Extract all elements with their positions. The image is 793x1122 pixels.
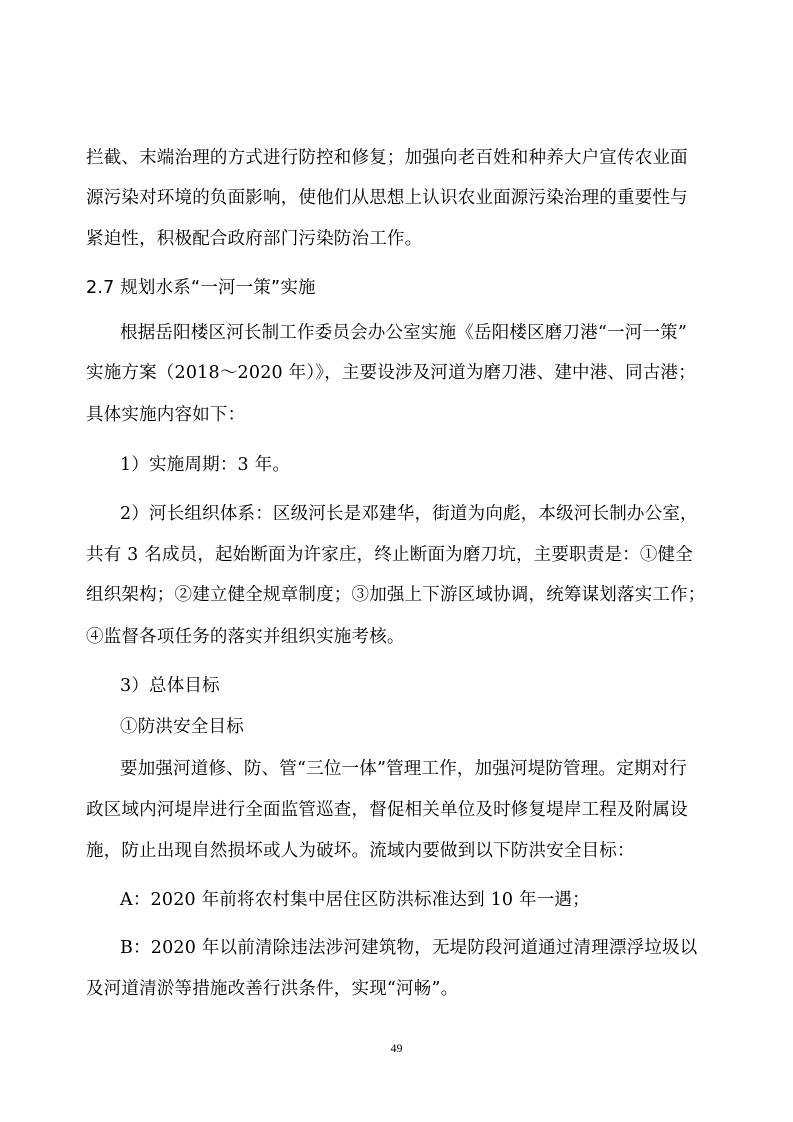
list-item: A：2020 年前将农村集中居住区防洪标准达到 10 年一遇；: [120, 890, 590, 910]
paragraph-line: 2）河长组织体系：区级河长是邓建华，街道为向彪，本级河长制办公室，: [120, 504, 698, 524]
paragraph-line: 及河道清淤等措施改善行洪条件，实现“河畅”。: [86, 979, 459, 999]
paragraph-line: 施，防止出现自然损坏或人为破坏。流域内要做到以下防洪安全目标：: [86, 841, 635, 861]
paragraph-line: 根据岳阳楼区河长制工作委员会办公室实施《岳阳楼区磨刀港“一河一策”: [120, 323, 687, 343]
paragraph-line: B：2020 年以前清除违法涉河建筑物，无堤防段河道通过清理漂浮垃圾以: [120, 938, 698, 958]
paragraph-line: 共有 3 名成员，起始断面为许家庄，终止断面为磨刀坑，主要职责是：①健全: [86, 545, 693, 565]
paragraph-line: 拦截、末端治理的方式进行防控和修复；加强向老百姓和种养大户宣传农业面: [86, 148, 688, 168]
paragraph-line: 组织架构；②建立健全规章制度；③加强上下游区域协调，统筹谋划落实工作；: [86, 585, 706, 605]
list-item: 1）实施周期：3 年。: [120, 455, 291, 475]
list-item: 3）总体目标: [120, 676, 220, 696]
page-number: 49: [390, 1041, 403, 1055]
paragraph-line: 源污染对环境的负面影响，使他们从思想上认识农业面源污染治理的重要性与: [86, 188, 688, 208]
list-item: ①防洪安全目标: [120, 717, 244, 737]
paragraph-line: 实施方案（2018～2020 年）》，主要设涉及河道为磨刀港、建中港、同古港；: [86, 363, 696, 383]
paragraph-line: 具体实施内容如下：: [86, 405, 246, 425]
paragraph-line: ④监督各项任务的落实并组织实施考核。: [86, 627, 405, 647]
paragraph-line: 政区域内河堤岸进行全面监管巡查，督促相关单位及时修复堤岸工程及附属设: [86, 800, 688, 820]
paragraph-line: 紧迫性，积极配合政府部门污染防治工作。: [86, 229, 423, 249]
section-heading: 2.7 规划水系“一河一策”实施: [86, 278, 316, 298]
paragraph-line: 要加强河道修、防、管“三位一体”管理工作，加强河堤防管理。定期对行: [120, 759, 687, 779]
